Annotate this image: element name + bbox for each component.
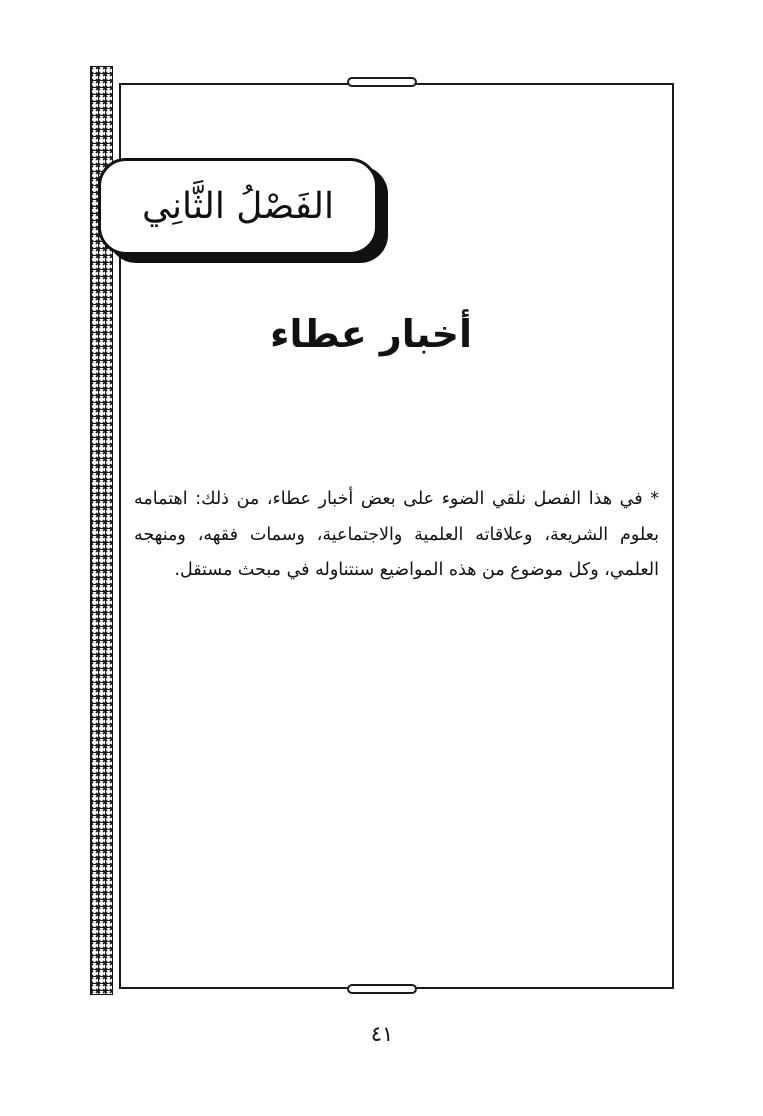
chapter-title: أخبار عطاء: [270, 312, 472, 356]
page-number: ٤١: [370, 1022, 394, 1046]
frame-bottom-tab: [347, 984, 417, 994]
frame-top-tab: [347, 77, 417, 87]
chapter-label: الفَصْلُ الثَّانِي: [142, 186, 334, 227]
chapter-badge: [98, 158, 378, 255]
body-paragraph: * في هذا الفصل نلقي الضوء على بعض أخبار عطاء، من ذلك: اهتمامه بعلوم الشريعة، وعلاقاته العلمية والاجتماعية، وسمات فقهه، ومنهجه العلمي، وكل موضوع من هذه المواضيع سنتناوله في مبحث مستقل.: [134, 489, 659, 580]
